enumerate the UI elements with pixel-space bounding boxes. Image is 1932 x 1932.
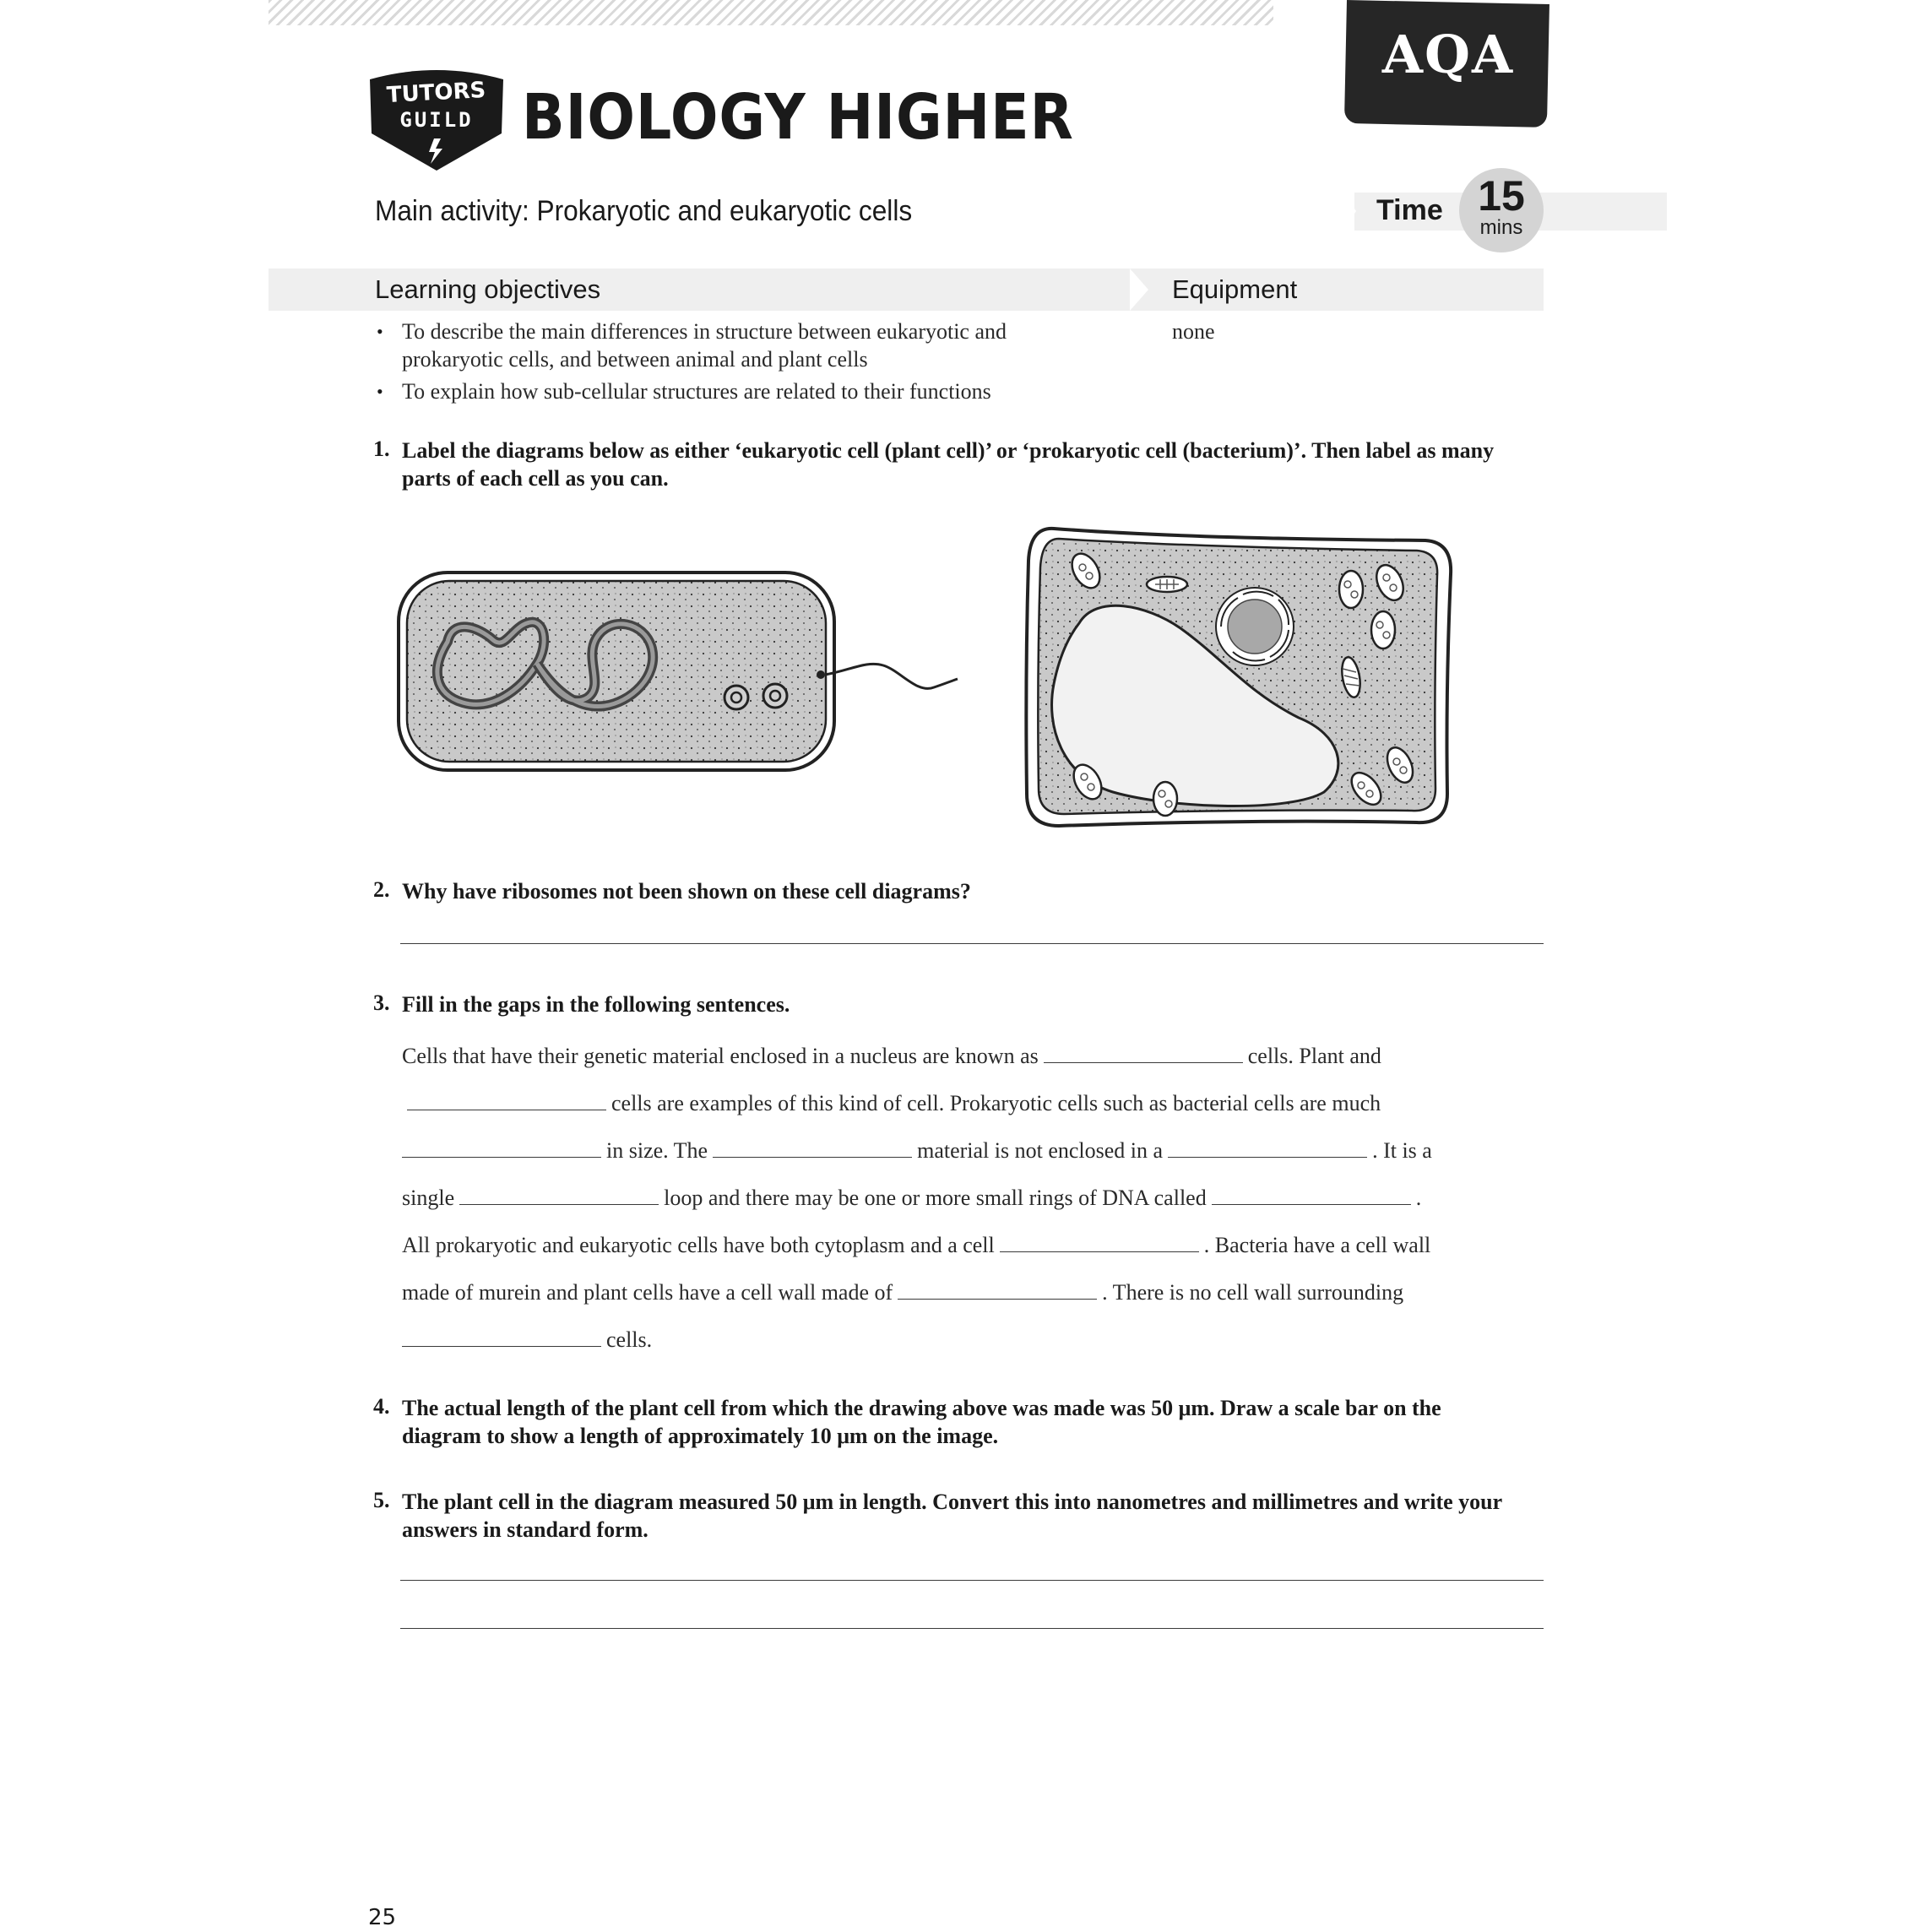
gap-fill-line: Cells that have their genetic material enclosed in a nucleus are known as cells. Plant and <box>402 1044 1381 1068</box>
question-4-text: The actual length of the plant cell from which the drawing above was made was 50 μm. Draw a scale bar on the <box>402 1396 1441 1420</box>
gap-fill-line: cells are examples of this kind of cell. Prokaryotic cells such as bacterial cells are much <box>402 1091 1381 1116</box>
gap-blank[interactable] <box>1044 1045 1243 1063</box>
logo-word-2: GUILD <box>399 108 474 132</box>
gap-blank[interactable] <box>407 1093 606 1110</box>
gap-blank[interactable] <box>1212 1187 1411 1205</box>
answer-line[interactable] <box>400 943 1544 944</box>
gap-blank[interactable] <box>898 1282 1097 1300</box>
question-number: 1. <box>373 437 390 461</box>
question-number: 2. <box>373 877 390 902</box>
question-2-text: Why have ribosomes not been shown on these cell diagrams? <box>402 879 971 904</box>
time-value: 15 <box>1478 172 1525 220</box>
header-hatch-strip <box>269 0 1273 25</box>
bullet-icon: • <box>377 321 383 342</box>
answer-line[interactable] <box>400 1628 1544 1629</box>
board-label: AQA <box>1381 24 1515 85</box>
question-5-text: answers in standard form. <box>402 1517 649 1542</box>
time-unit: mins <box>1479 216 1523 239</box>
gap-fill-line: cells. <box>402 1327 652 1353</box>
bacterium-diagram <box>393 567 964 775</box>
objectives-heading: Learning objectives <box>375 274 601 304</box>
equipment-value: none <box>1172 319 1215 344</box>
gap-blank[interactable] <box>1000 1235 1199 1252</box>
plant-cell-diagram <box>1020 524 1457 829</box>
question-1-text: parts of each cell as you can. <box>402 466 669 491</box>
question-number: 3. <box>373 990 390 1015</box>
logo-word-1: TUTORS <box>386 77 487 109</box>
question-number: 5. <box>373 1488 390 1512</box>
question-4-text: diagram to show a length of approximately 10 μm on the image. <box>402 1424 999 1448</box>
objective-item: prokaryotic cells, and between animal and plant cells <box>402 347 868 372</box>
question-3-text: Fill in the gaps in the following sentences. <box>402 992 790 1017</box>
gap-fill-line: single loop and there may be one or more small rings of DNA called . <box>402 1186 1422 1210</box>
gap-fill-line: made of murein and plant cells have a cell wall made of . There is no cell wall surrounding <box>402 1280 1404 1305</box>
gap-blank[interactable] <box>402 1329 601 1347</box>
time-label: Time <box>1376 194 1443 226</box>
band-arrow <box>1130 269 1148 311</box>
objective-item: To describe the main differences in structure between eukaryotic and <box>402 319 1007 344</box>
time-band-notch <box>1343 193 1356 231</box>
gap-blank[interactable] <box>713 1140 912 1158</box>
gap-fill-line: in size. The material is not enclosed in a . It is a <box>402 1138 1432 1164</box>
objective-item: To explain how sub-cellular structures are related to their functions <box>402 379 991 404</box>
activity-title: Main activity: Prokaryotic and eukaryotic cells <box>375 195 913 227</box>
answer-line[interactable] <box>400 1580 1544 1581</box>
gap-blank[interactable] <box>1168 1140 1367 1158</box>
page-number: 25 <box>368 1905 397 1930</box>
equipment-heading: Equipment <box>1172 274 1298 304</box>
question-number: 4. <box>373 1394 390 1419</box>
question-1-text: Label the diagrams below as either ‘eukaryotic cell (plant cell)’ or ‘prokaryotic cell (bacterium)’. Then label as many <box>402 438 1495 463</box>
question-5-text: The plant cell in the diagram measured 50 μm in length. Convert this into nanometres and millimetres and write your <box>402 1490 1503 1514</box>
bullet-icon: • <box>377 381 383 402</box>
gap-blank[interactable] <box>459 1187 659 1205</box>
tutors-guild-logo <box>365 64 508 174</box>
page-title: BIOLOGY HIGHER <box>522 81 1074 154</box>
gap-blank[interactable] <box>402 1140 601 1158</box>
gap-fill-line: All prokaryotic and eukaryotic cells have both cytoplasm and a cell . Bacteria have a cell wall <box>402 1233 1431 1257</box>
